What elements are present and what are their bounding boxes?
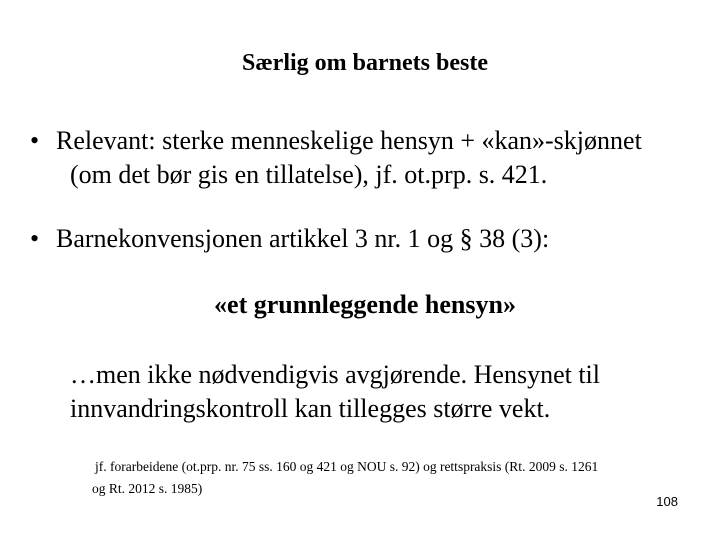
bullet-text: [56, 124, 700, 192]
bullet-item: [30, 222, 700, 256]
bullet-item: [30, 124, 700, 192]
footnote-line: og Rt. 2012 s. 1985): [92, 481, 203, 496]
bullet-marker: •: [30, 126, 40, 155]
footnote: [92, 456, 705, 500]
bullet-text-line: Relevant: sterke menneskelige hensyn + «kan»-skjønnet: [56, 126, 642, 155]
bullet-text: Barnekonvensjonen artikkel 3 nr. 1 og § 38 (3):: [56, 224, 550, 253]
page-number: 108: [656, 494, 678, 509]
slide-title: Særlig om barnets beste: [242, 50, 488, 76]
bullet-text-line: (om det bør gis en tillatelse), jf. ot.prp. s. 421.: [70, 160, 548, 189]
explanation-text: [70, 358, 690, 426]
quote-text: «et grunnleggende hensyn»: [214, 290, 516, 319]
explanation-line: innvandringskontroll kan tillegges større vekt.: [70, 394, 551, 423]
footnote-line: jf. forarbeidene (ot.prp. nr. 75 ss. 160 og 421 og NOU s. 92) og rettspraksis (Rt. 2009 s. 1261: [95, 459, 599, 474]
bullet-marker: •: [30, 224, 40, 253]
explanation-line: …men ikke nødvendigvis avgjørende. Hensynet til: [70, 360, 601, 389]
